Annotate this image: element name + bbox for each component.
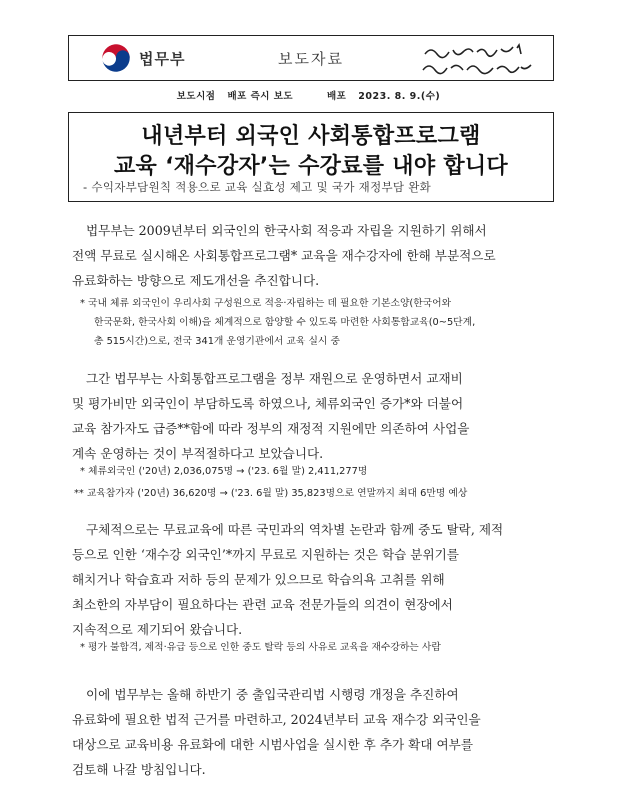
text-line: 등으로 인한 ‘재수강 외국인’*까지 무료로 지원하는 것은 학습 분위기를 bbox=[72, 547, 459, 562]
footnote-line: 한국문화, 한국사회 이해)을 체계적으로 함양할 수 있도록 마련한 사회통합교육(0~5단계, bbox=[94, 317, 476, 328]
text-line: 법무부는 2009년부터 외국인의 한국사회 적응과 자립을 지원하기 위해서 bbox=[86, 223, 487, 238]
footnote-1 bbox=[80, 294, 475, 351]
release-date-label: 배포 bbox=[326, 91, 347, 102]
text-line: 구체적으로는 무료교육에 따른 국민과의 역차별 논란과 함께 중도 탈락, 제적 bbox=[86, 522, 504, 537]
paragraph-1 bbox=[72, 218, 556, 293]
text-line: 그간 법무부는 사회통합프로그램을 정부 재원으로 운영하면서 교재비 bbox=[86, 371, 463, 386]
text-line: 유료화하는 방향으로 제도개선을 추진합니다. bbox=[72, 273, 320, 288]
text-line: 검토해 나갈 방침입니다. bbox=[72, 762, 206, 777]
release-info bbox=[0, 88, 617, 102]
footnote-2b: ** 교육참가자 ('20년) 36,620명 → ('23. 6월 말) 35,823명으로 연말까지 최대 6만명 예상 bbox=[74, 488, 468, 499]
release-time-label: 보도시점 bbox=[176, 91, 216, 102]
paragraph-3 bbox=[72, 517, 556, 642]
text-line: 해치거나 학습효과 저하 등의 문제가 있으므로 학습의욕 고취를 위해 bbox=[72, 572, 445, 587]
text-line: 유료화에 필요한 법적 근거를 마련하고, 2024년부터 교육 재수강 외국인을 bbox=[72, 712, 481, 727]
doc-type-label: 보도자료 bbox=[278, 50, 344, 68]
paragraph-2 bbox=[72, 366, 556, 466]
subheadline: - 수익자부담원칙 적용으로 교육 실효성 제고 및 국가 재정부담 완화 bbox=[83, 180, 432, 194]
ministry-logo-text: 법무부 bbox=[139, 50, 186, 68]
handwritten-slogan bbox=[419, 40, 539, 78]
headline-line-1: 내년부터 외국인 사회통합프로그램 bbox=[141, 124, 481, 149]
text-line: 전액 무료로 실시해온 사회통합프로그램* 교육을 재수강자에 한해 부분적으로 bbox=[72, 248, 496, 263]
footnote-line: * 국내 체류 외국인이 우리사회 구성원으로 적응·자립하는 데 필요한 기본소양(한국어와 bbox=[80, 298, 452, 309]
text-line: 최소한의 자부담이 필요하다는 관련 교육 전문가들의 의견이 현장에서 bbox=[72, 597, 453, 612]
paragraph-4 bbox=[72, 682, 556, 782]
press-release-header bbox=[68, 35, 554, 81]
text-line: 대상으로 교육비용 유료화에 대한 시범사업을 실시한 후 추가 확대 여부를 bbox=[72, 737, 473, 752]
headline-line-2: 교육 ‘재수강자’는 수강료를 내야 합니다 bbox=[114, 154, 508, 179]
footnote-3: * 평가 불합격, 제적·유급 등으로 인한 중도 탈락 등의 사유로 교육을 재수강하는 사람 bbox=[80, 642, 441, 653]
text-line: 계속 운영하는 것이 부적절하다고 보았습니다. bbox=[72, 446, 324, 461]
text-line: 이에 법무부는 올해 하반기 중 출입국관리법 시행령 개정을 추진하여 bbox=[86, 687, 459, 702]
text-line: 지속적으로 제기되어 왔습니다. bbox=[72, 622, 243, 637]
release-date-value: 2023. 8. 9.(수) bbox=[358, 91, 441, 102]
text-line: 교육 참가자도 급증**함에 따라 정부의 재정적 지원에만 의존하여 사업을 bbox=[72, 421, 470, 436]
footnote-line: 총 515시간)으로, 전국 341개 운영기관에서 교육 실시 중 bbox=[94, 336, 340, 347]
text-line: 및 평가비만 외국인이 부담하도록 하였으나, 체류외국인 증가*와 더불어 bbox=[72, 396, 464, 411]
headline-box bbox=[68, 112, 554, 202]
footnote-2a: * 체류외국인 ('20년) 2,036,075명 → ('23. 6월 말) 2,411,277명 bbox=[80, 466, 368, 477]
release-time-value: 배포 즉시 보도 bbox=[227, 91, 294, 102]
